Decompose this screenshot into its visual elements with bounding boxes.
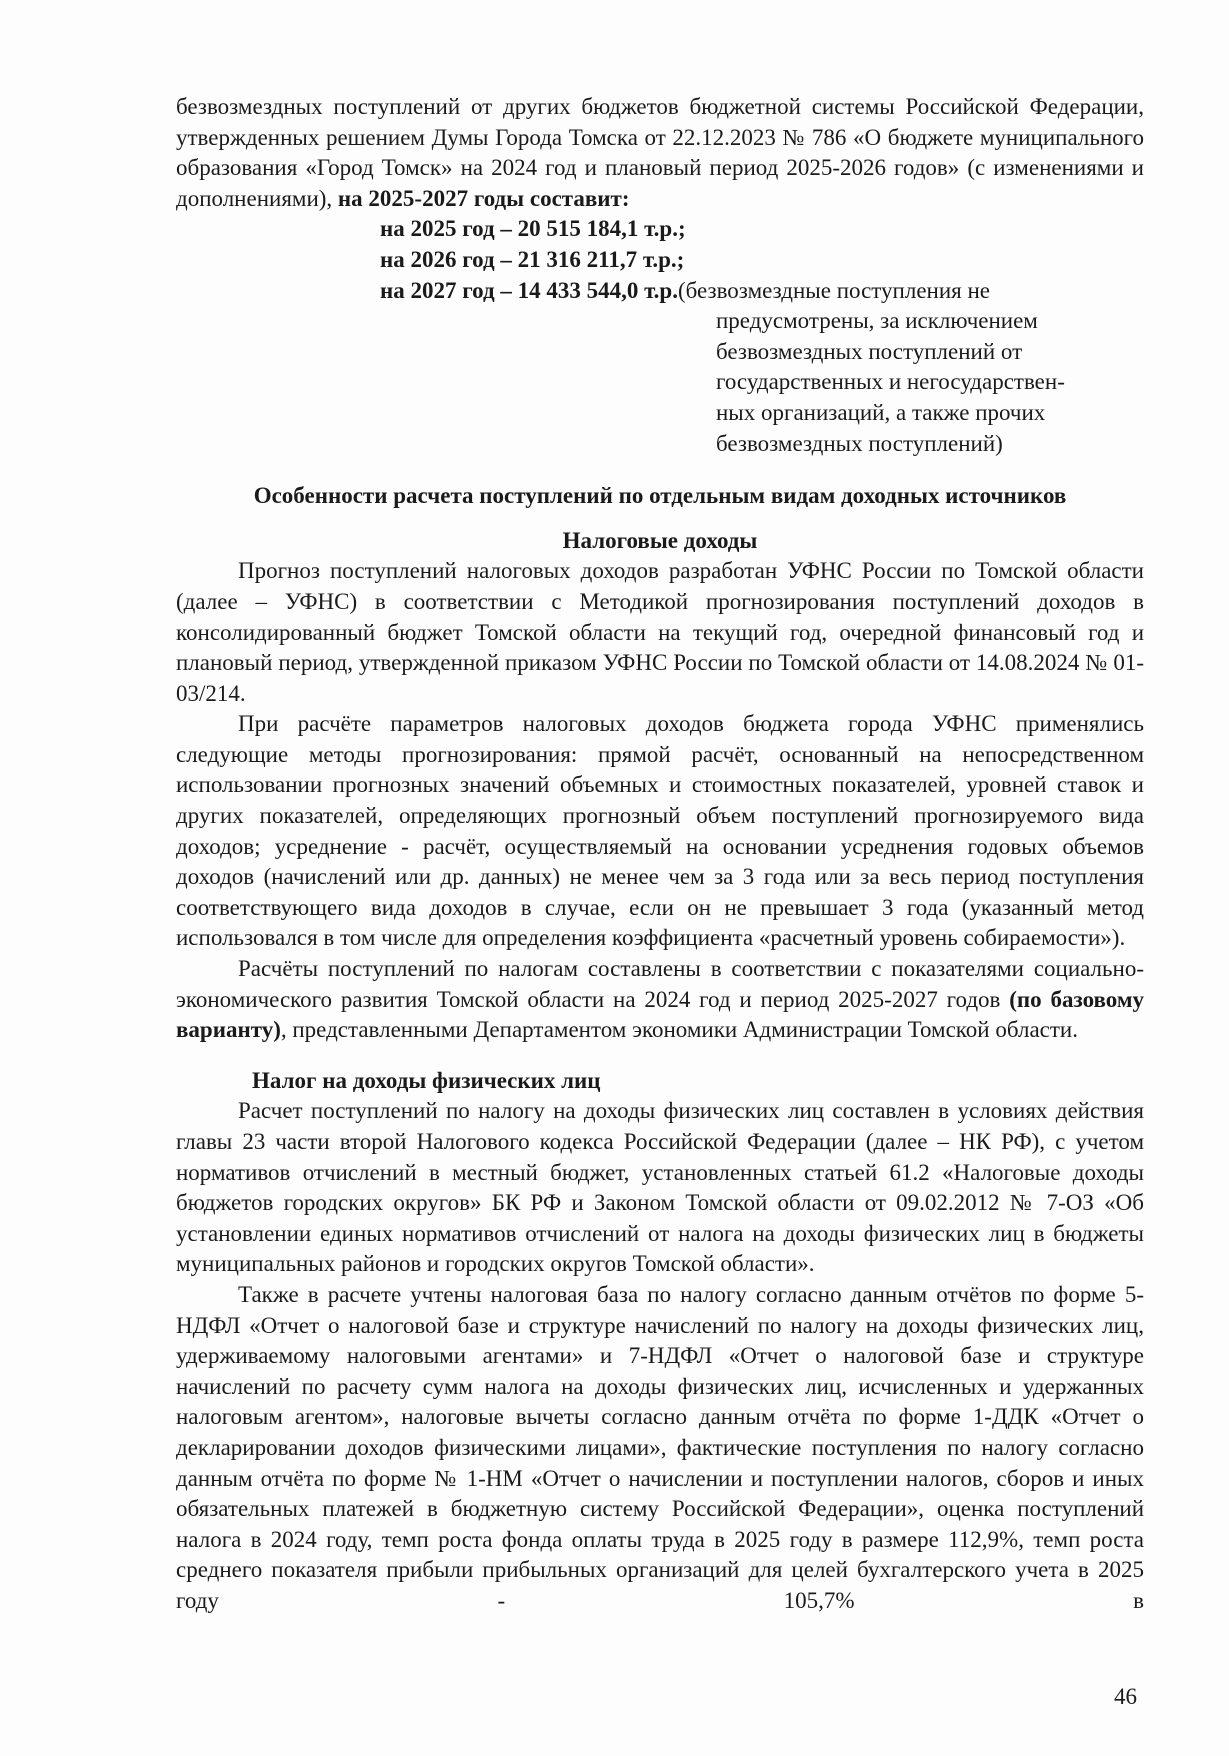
- note-line: государственных и негосударствен-: [716, 369, 1065, 395]
- amount-2027-row: [176, 276, 1144, 307]
- amount-2027-note: [176, 306, 1136, 459]
- note-line: предусмотрены, за исключением: [716, 308, 1038, 334]
- amount-2027-note-first-line: (безвозмездные поступления не: [677, 277, 990, 303]
- ndfl-title: Налог на доходы физических лиц: [252, 1067, 601, 1093]
- note-line: безвозмездных поступлений от: [716, 338, 1023, 364]
- page-number: 46: [1114, 1684, 1137, 1709]
- subsection-title: Налоговые доходы: [562, 527, 758, 553]
- tax-income-paragraph-1: Прогноз поступлений налоговых доходов разработан УФНС России по Томской области (далее – УФНС) в соответствии с Методикой прогнозирования поступлений доходов в консолидированный бюджет Томской области на текущий год, очередной финансовый год и плановый период, утвержденной приказом УФНС России по Томской области от 14.08.2024 № 01-03/214.: [176, 558, 1144, 706]
- page-content: [176, 92, 1144, 1617]
- amount-2027: на 2027 год – 14 433 544,0 т.р.: [380, 277, 678, 303]
- amount-2026: на 2026 год – 21 316 211,7 т.р.;: [380, 246, 685, 272]
- indicators-text-after: , представленными Департаментом экономики Администрации Томской области.: [280, 1017, 1078, 1043]
- amount-2025: на 2025 год – 20 515 184,1 т.р.;: [380, 216, 686, 242]
- tax-income-paragraph-2: При расчёте параметров налоговых доходов бюджета города УФНС применялись следующие методы прогнозирования: прямой расчёт, основанный на непосредственном использовании прогнозных значений объемных и стоимостных показателей, уровней ставок и других показателей, определяющих прогнозный объем поступлений прогнозируемого вида доходов; усреднение - расчёт, осуществляемый на основании усреднения годовых объемов доходов (начислений или др. данных) не менее чем за 3 года или за весь период поступления соответствующего вида доходов в случае, если он не превышает 3 года (указанный метод использовался в том числе для определения коэффициента «расчетный уровень собираемости»).: [176, 711, 1144, 951]
- note-line: ных организаций, а также прочих: [716, 399, 1046, 425]
- note-line: безвозмездных поступлений): [716, 430, 1003, 456]
- intro-bold-tail: на 2025-2027 годы составит:: [337, 185, 630, 211]
- section-title: Особенности расчета поступлений по отдельным видам доходных источников: [253, 483, 1067, 509]
- intro-text: безвозмездных поступлений от других бюджетов бюджетной системы Российской Федерации, утвержденных решением Думы Города Томска от 22.12.2023 № 786 «О бюджете муниципального образования «Город Томск» на 2024 год и плановый период 2025-2026 годов» (с изменениями и дополнениями),: [176, 94, 1144, 211]
- indicators-paragraph: [176, 954, 1144, 1046]
- intro-paragraph: [176, 92, 1144, 214]
- ndfl-paragraph-2: Также в расчете учтены налоговая база по налогу согласно данным отчётов по форме 5-НДФЛ «Отчет о налоговой базе и структуре начислений по налогу на доходы физических лиц, удерживаемому налоговыми агентами» и 7-НДФЛ «Отчет о налоговой базе и структуре начислений по расчету сумм налога на доходы физических лиц, исчисленных и удержанных налоговым агентом», налоговые вычеты согласно данным отчёта по форме 1-ДДК «Отчет о декларировании доходов физическими лицами», фактические поступления по налогу согласно данным отчёта по форме № 1-НМ «Отчет о начислении и поступлении налогов, сборов и иных обязательных платежей в бюджетную систему Российской Федерации», оценка поступлений налога в 2024 году, темп роста фонда оплаты труда в 2025 году в размере 112,9%, темп роста среднего показателя прибыли прибыльных организаций для целей бухгалтерского учета в 2025 году - 105,7% в: [176, 1281, 1144, 1613]
- indicators-bold: (по базовому варианту): [176, 986, 1144, 1043]
- indicators-text-before: Расчёты поступлений по налогам составлены в соответствии с показателями социально-экономического развития Томской области на 2024 год и период 2025-2027 годов: [176, 956, 1144, 1012]
- ndfl-paragraph-1: Расчет поступлений по налогу на доходы физических лиц составлен в условиях действия главы 23 части второй Налогового кодекса Российской Федерации (далее – НК РФ), с учетом нормативов отчислений в местный бюджет, установленных статьей 61.2 «Налоговые доходы бюджетов городских округов» БК РФ и Законом Томской области от 09.02.2012 № 7-ОЗ «Об установлении единых нормативов отчислений от налога на доходы физических лиц в бюджеты муниципальных районов и городских округов Томской области».: [176, 1098, 1144, 1277]
